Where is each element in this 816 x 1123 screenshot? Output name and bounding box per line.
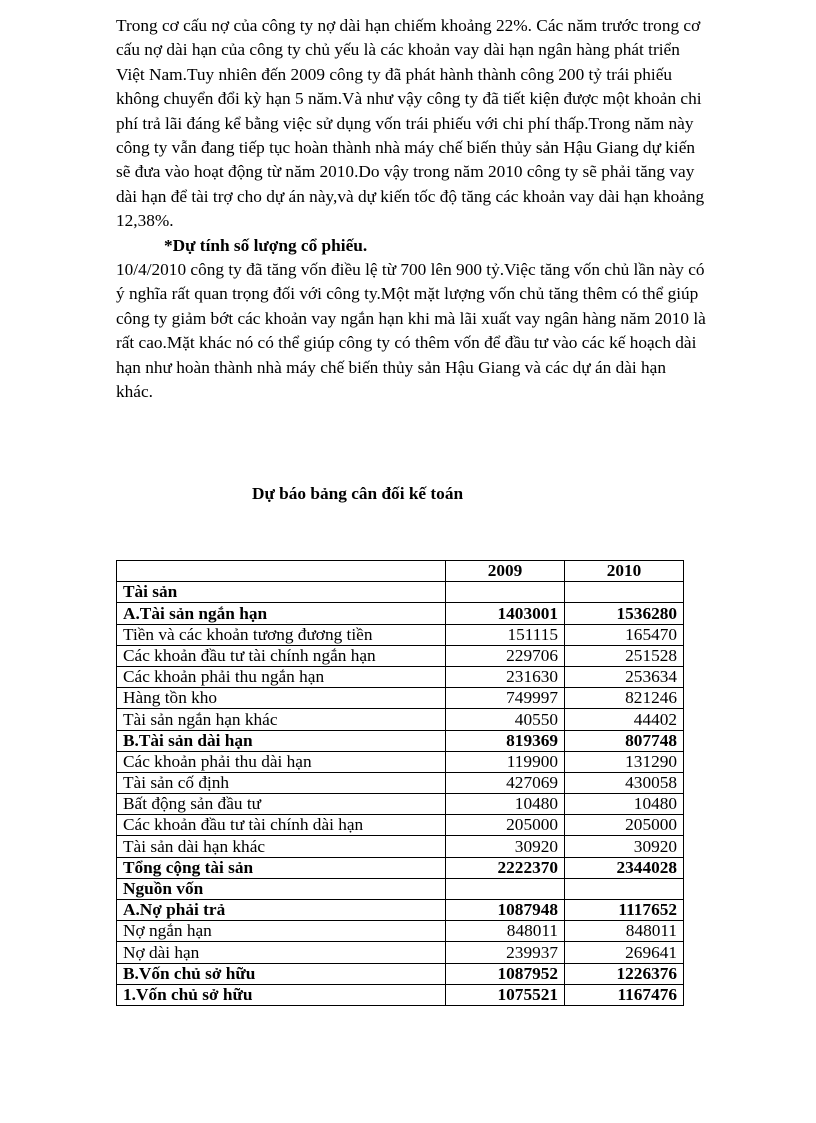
row-label: Tổng cộng tài sản [117, 857, 446, 878]
table-row [117, 857, 684, 878]
row-value-2010: 1536280 [565, 603, 684, 624]
table-row [117, 709, 684, 730]
table-row [117, 666, 684, 687]
row-value-2009 [446, 582, 565, 603]
header-cell-2009: 2009 [446, 561, 565, 582]
row-value-2009: 1087948 [446, 900, 565, 921]
row-label: Các khoản phải thu dài hạn [117, 751, 446, 772]
row-label: 1.Vốn chủ sở hữu [117, 984, 446, 1005]
row-value-2010: 269641 [565, 942, 684, 963]
paragraph-capital-increase: 10/4/2010 công ty đã tăng vốn điều lệ từ 700 lên 900 tỷ.Việc tăng vốn chủ lần này có ý nghĩa rất quan trọng đối với công ty.Một mặt lượng vốn chủ tăng thêm có thể giúp công ty giảm bớt các khoản vay ngắn hạn khi mà lãi xuất vay ngân hàng năm 2010 là rất cao.Mặt khác nó có thể giúp công ty có thêm vốn để đầu tư vào các kế hoạch dài hạn như hoàn thành nhà máy chế biến thủy sản Hậu Giang và các dự án dài hạn khác. [116, 260, 706, 402]
row-value-2009: 848011 [446, 921, 565, 942]
row-label: A.Nợ phải trả [117, 900, 446, 921]
row-label: A.Tài sản ngắn hạn [117, 603, 446, 624]
row-value-2010: 30920 [565, 836, 684, 857]
table-row [117, 942, 684, 963]
row-value-2009: 119900 [446, 751, 565, 772]
header-cell-2010: 2010 [565, 561, 684, 582]
row-value-2009: 819369 [446, 730, 565, 751]
row-label: Tiền và các khoản tương đương tiền [117, 624, 446, 645]
header-cell-label [117, 561, 446, 582]
table-row [117, 688, 684, 709]
row-value-2010: 821246 [565, 688, 684, 709]
row-label: Bất động sản đầu tư [117, 794, 446, 815]
row-label: Các khoản đầu tư tài chính ngắn hạn [117, 645, 446, 666]
row-value-2009: 1403001 [446, 603, 565, 624]
row-label: Hàng tồn kho [117, 688, 446, 709]
table-row [117, 794, 684, 815]
table-row [117, 582, 684, 603]
row-value-2010: 2344028 [565, 857, 684, 878]
row-label: Các khoản phải thu ngắn hạn [117, 666, 446, 687]
row-value-2010 [565, 582, 684, 603]
row-value-2009: 231630 [446, 666, 565, 687]
table-header-row [117, 561, 684, 582]
row-label: Các khoản đầu tư tài chính dài hạn [117, 815, 446, 836]
row-value-2010 [565, 878, 684, 899]
table-row [117, 603, 684, 624]
row-label: Nợ ngắn hạn [117, 921, 446, 942]
table-row [117, 836, 684, 857]
row-value-2009: 10480 [446, 794, 565, 815]
row-value-2010: 131290 [565, 751, 684, 772]
row-value-2009: 229706 [446, 645, 565, 666]
table-row [117, 921, 684, 942]
row-label: Tài sản cố định [117, 772, 446, 793]
table-row [117, 878, 684, 899]
row-label: B.Vốn chủ sở hữu [117, 963, 446, 984]
row-value-2010: 44402 [565, 709, 684, 730]
row-label: Nguồn vốn [117, 878, 446, 899]
row-label: Tài sản dài hạn khác [117, 836, 446, 857]
table-row [117, 815, 684, 836]
row-value-2010: 807748 [565, 730, 684, 751]
row-label: Tài sản [117, 582, 446, 603]
row-value-2010: 1117652 [565, 900, 684, 921]
row-value-2009: 749997 [446, 688, 565, 709]
row-value-2010: 848011 [565, 921, 684, 942]
row-value-2010: 205000 [565, 815, 684, 836]
row-value-2010: 430058 [565, 772, 684, 793]
paragraph-debt-structure: Trong cơ cấu nợ của công ty nợ dài hạn chiếm khoảng 22%. Các năm trước trong cơ cấu nợ dài hạn của công ty chủ yếu là các khoản vay dài hạn ngân hàng phát triển Việt Nam.Tuy nhiên đến 2009 công ty đã phát hành thành công 200 tỷ trái phiếu không chuyển đổi kỳ hạn 5 năm.Và như vậy công ty đã tiết kiện được một khoản chi phí trả lãi đáng kể bằng việc sử dụng vốn trái phiếu với chi phí thấp.Trong năm này công ty vẫn đang tiếp tục hoàn thành nhà máy chế biến thủy sản Hậu Giang dự kiến sẽ đưa vào hoạt động từ năm 2010.Do vậy trong năm 2010 công ty sẽ phải tăng vay dài hạn để tài trợ cho dự án này,và dự kiến tốc độ tăng các khoản vay dài hạn khoảng 12,38%. [116, 16, 705, 231]
row-value-2010: 165470 [565, 624, 684, 645]
table-row [117, 963, 684, 984]
row-value-2010: 10480 [565, 794, 684, 815]
row-value-2009: 30920 [446, 836, 565, 857]
body-text [116, 14, 706, 405]
row-value-2010: 1226376 [565, 963, 684, 984]
table-row [117, 730, 684, 751]
row-value-2010: 1167476 [565, 984, 684, 1005]
row-value-2009: 1075521 [446, 984, 565, 1005]
row-label: Tài sản ngắn hạn khác [117, 709, 446, 730]
balance-sheet-body [117, 582, 684, 1006]
row-value-2009 [446, 878, 565, 899]
row-value-2009: 427069 [446, 772, 565, 793]
row-value-2009: 2222370 [446, 857, 565, 878]
table-title: Dự báo bảng cân đối kế toán [252, 484, 464, 503]
row-value-2010: 251528 [565, 645, 684, 666]
table-row [117, 900, 684, 921]
row-label: Nợ dài hạn [117, 942, 446, 963]
balance-sheet-table [116, 560, 684, 1006]
table-row [117, 624, 684, 645]
row-label: B.Tài sản dài hạn [117, 730, 446, 751]
row-value-2009: 151115 [446, 624, 565, 645]
table-row [117, 984, 684, 1005]
table-row [117, 645, 684, 666]
table-row [117, 772, 684, 793]
row-value-2009: 205000 [446, 815, 565, 836]
row-value-2010: 253634 [565, 666, 684, 687]
row-value-2009: 40550 [446, 709, 565, 730]
table-row [117, 751, 684, 772]
row-value-2009: 1087952 [446, 963, 565, 984]
section-heading-shares: *Dự tính số lượng cổ phiếu. [164, 235, 368, 255]
row-value-2009: 239937 [446, 942, 565, 963]
